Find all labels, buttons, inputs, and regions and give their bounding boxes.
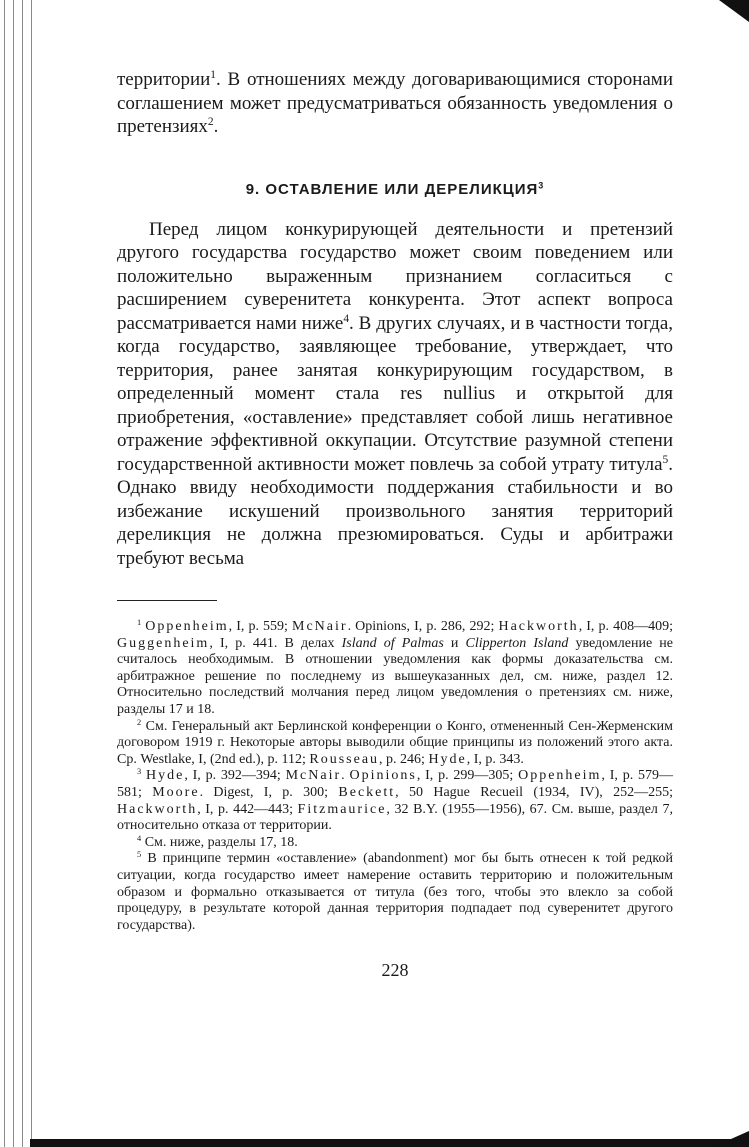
text-fragment: , I, p. 392—394; [184,768,286,784]
text-fragment: , I, p. 408—409; [578,619,674,634]
author-name: Fitzmaurice [297,801,387,817]
author-name: McNair [292,619,348,634]
footnote-2 [117,719,673,769]
text-fragment: , I, p. 441. В делах [209,635,342,651]
text-fragment: Перед лицом конкурирующей деятельности и претензий другого государства государство может своим поведением или положительно выраженным признанием согласиться с расширением суверенитета конкурента. Этот аспект вопроса рассматривается нами ниже [117,218,673,334]
text-fragment: территории [117,69,211,90]
page-number: 228 [381,960,409,981]
scan-corner-mark-top [719,0,749,22]
footnote-ref: 5 [662,453,669,466]
scan-corner-mark-bottom [713,1131,749,1147]
text-fragment: См. ниже, разделы 17, 18. [141,834,298,850]
author-name: Hyde [428,751,467,767]
author-name: Oppenheim [518,768,602,784]
scan-edge-artifact [0,0,40,1147]
text-fragment: , I, p. 442—443; [197,801,298,817]
book-page [117,68,673,981]
author-name: Guggenheim [117,635,210,651]
footnote-5 [117,851,673,934]
text-fragment: , I, p. 559; [228,619,293,634]
footnote-number: 2 [137,717,142,727]
footnote-ref: 3 [538,180,545,191]
text-fragment: , I, p. 579—581; [117,768,673,800]
text-fragment: . В отношениях между договаривающимися сторонами соглашением может предусматриваться обязанность уведомления о претензиях [117,69,673,137]
author-name: Beckett [338,784,396,800]
main-paragraph [117,218,673,571]
footnote-ref: 4 [343,312,350,325]
section-heading [117,181,673,198]
author-name: Oppenheim [145,619,229,634]
footnote-number: 4 [137,833,142,843]
text-fragment: , I, p. 299—305; [416,768,519,784]
text-fragment: . Digest, I, p. 300; [199,784,339,800]
footnote-number: 5 [137,850,142,860]
footnote-3 [117,768,673,834]
author-name: Moore [152,784,200,800]
text-fragment: . Opinions, I, p. 286, 292; [347,619,499,634]
footnote-1 [117,619,673,719]
section-title: 9. ОСТАВЛЕНИЕ ИЛИ ДЕРЕЛИКЦИЯ [245,180,539,198]
footnote-4 [117,835,673,852]
text-fragment: В принципе термин «оставление» (abandonment) мог бы быть отнесен к той редкой ситуации, когда государство имеет намерение оставить территорию и положительным образом и формально отказывается от титула (без того, чтобы это влекло за собой процедуру, в результате которой данная территория подпадает под суверенитет другого государства). [117,851,673,933]
text-fragment: . Однако ввиду необходимости поддержания стабильности и во избежание искушений произвольного занятия территорий дереликция не должна презюмироваться. Суды и арбитражи требуют весьма [117,453,673,569]
scan-bottom-artifact [30,1139,749,1147]
footnote-number: 1 [137,617,142,627]
text-fragment: , 32 B.Y. (1955—1956), 67. См. выше, раздел 7, относительно отказа от территории. [117,801,673,834]
author-name: Hackworth [117,801,198,817]
footnote-number: 3 [137,767,142,777]
continuation-paragraph [117,68,673,139]
text-fragment: и [443,635,466,651]
text-fragment: . В других случаях, и в частности тогда, когда государство, заявляющее требование, утверждает, что территория, ранее занятая конкурирующим государством, в определенный момент стала res nullius и открытой для приобретения, «оставление» представляет собой лишь негативное отражение эффективной оккупации. Отсутствие разумной степени государственной активности может повлечь за собой утрату титула [117,312,673,475]
text-fragment: уведомление не считалось необходимым. В отношении уведомления как формы доказательства см. арбитражное решение по последнему из вышеуказанных дел, см. ниже, раздел 12. Относительно последствий молчания перед лицом уведомления о претензиях см. ниже, разделы 17 и 18. [117,635,673,717]
footnote-ref: 1 [210,69,216,82]
author-name: Rousseau [309,751,380,767]
text-fragment: . [341,768,350,784]
author-name: Opinions [349,768,417,784]
footnote-divider [117,600,217,601]
case-name: Island of Palmas [341,635,444,651]
text-fragment: , I, p. 343. [466,751,524,767]
author-name: McNair [285,768,342,784]
text-fragment: . [213,116,219,137]
case-name: Clipperton Island [465,635,569,651]
author-name: Hackworth [498,619,579,634]
text-fragment: , p. 246; [379,751,429,767]
text-fragment: См. Генеральный акт Берлинской конференции о Конго, отмененный Сен-Жерменским договором 1919 г. Некоторые авторы выводили общие принципы из положений этого акта. Ср. Westlake, I, (2nd ed.), p. 112; [117,718,673,767]
footnote-ref: 2 [207,116,214,129]
author-name: Hyde [146,768,185,784]
text-fragment: , 50 Hague Recueil (1934, IV), 252—255; [395,784,673,800]
